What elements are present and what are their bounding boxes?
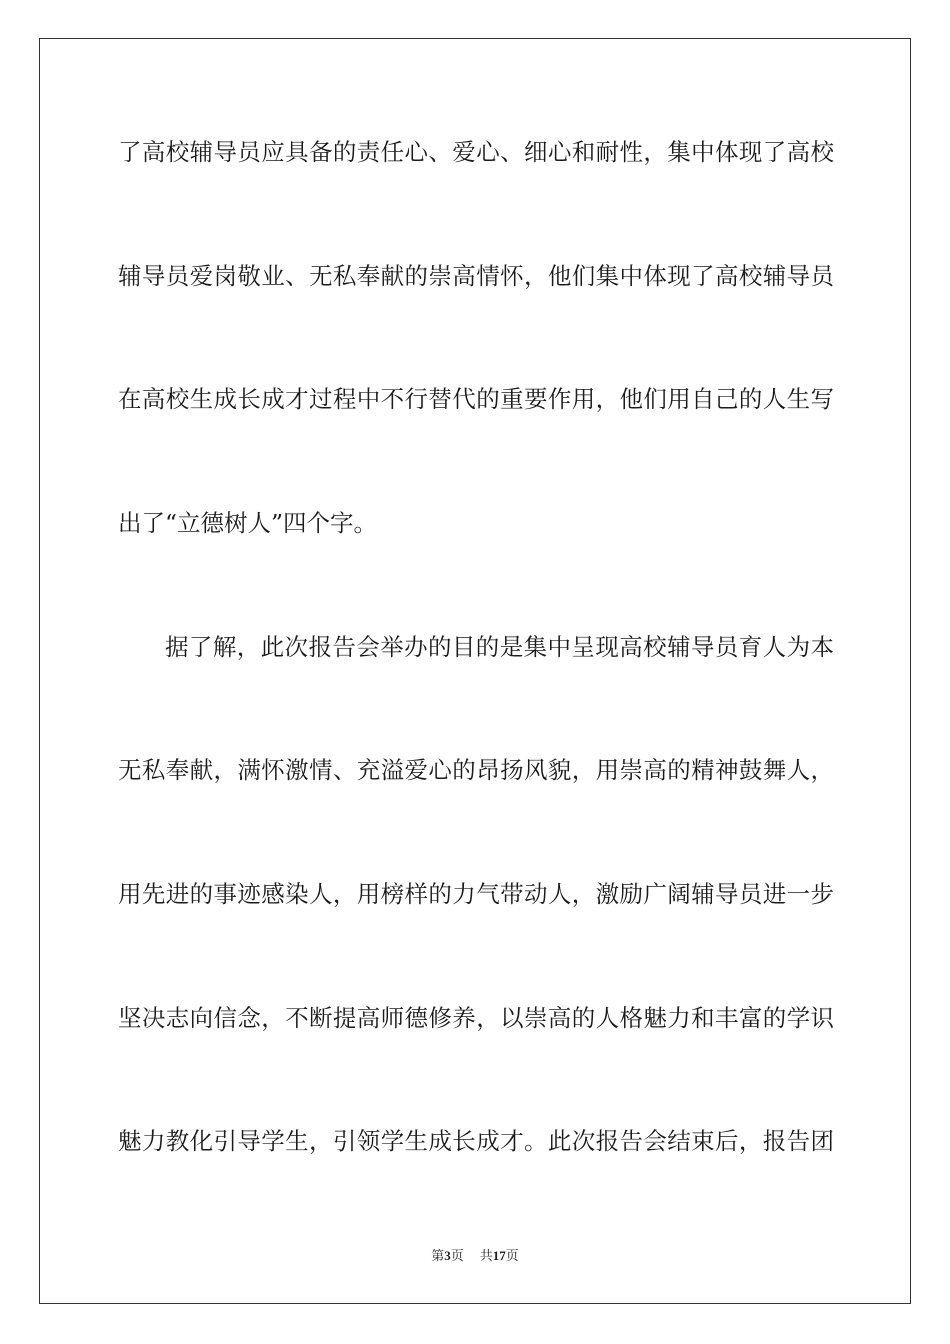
page-footer (0, 1247, 950, 1266)
text-line: 魅力教化引导学生，引领学生成长成才。此次报告会结束后，报告团 (118, 1127, 834, 1155)
text-line: 用先进的事迹感染人，用榜样的力气带动人，激励广阔辅导员进一步 (118, 880, 834, 908)
total-pages: 17 (492, 1248, 506, 1263)
text-line: 在高校生成长成才过程中不行替代的重要作用，他们用自己的人生写 (118, 385, 834, 413)
text-line: 无私奉献，满怀激情、充溢爱心的昂扬风貌，用崇高的精神鼓舞人， (118, 756, 834, 784)
text-line: 出了“立德树人”四个字。 (118, 509, 378, 537)
text-line: 坚决志向信念，不断提高师德修养，以崇高的人格魅力和丰富的学识 (118, 1004, 834, 1032)
total-suffix: 页 (505, 1249, 519, 1264)
page-suffix: 页 (450, 1249, 464, 1264)
total-prefix: 共 (479, 1249, 493, 1264)
text-line: 辅导员爱岗敬业、无私奉献的崇高情怀，他们集中体现了高校辅导员 (118, 262, 834, 290)
text-line: 了高校辅导员应具备的责任心、爱心、细心和耐性，集中体现了高校 (118, 138, 834, 166)
paragraph-first-line: 据了解，此次报告会举办的目的是集中呈现高校辅导员育人为本 (165, 633, 834, 661)
page-prefix: 第 (431, 1249, 445, 1264)
page-border (39, 38, 911, 1304)
page-number: 3 (444, 1248, 451, 1263)
